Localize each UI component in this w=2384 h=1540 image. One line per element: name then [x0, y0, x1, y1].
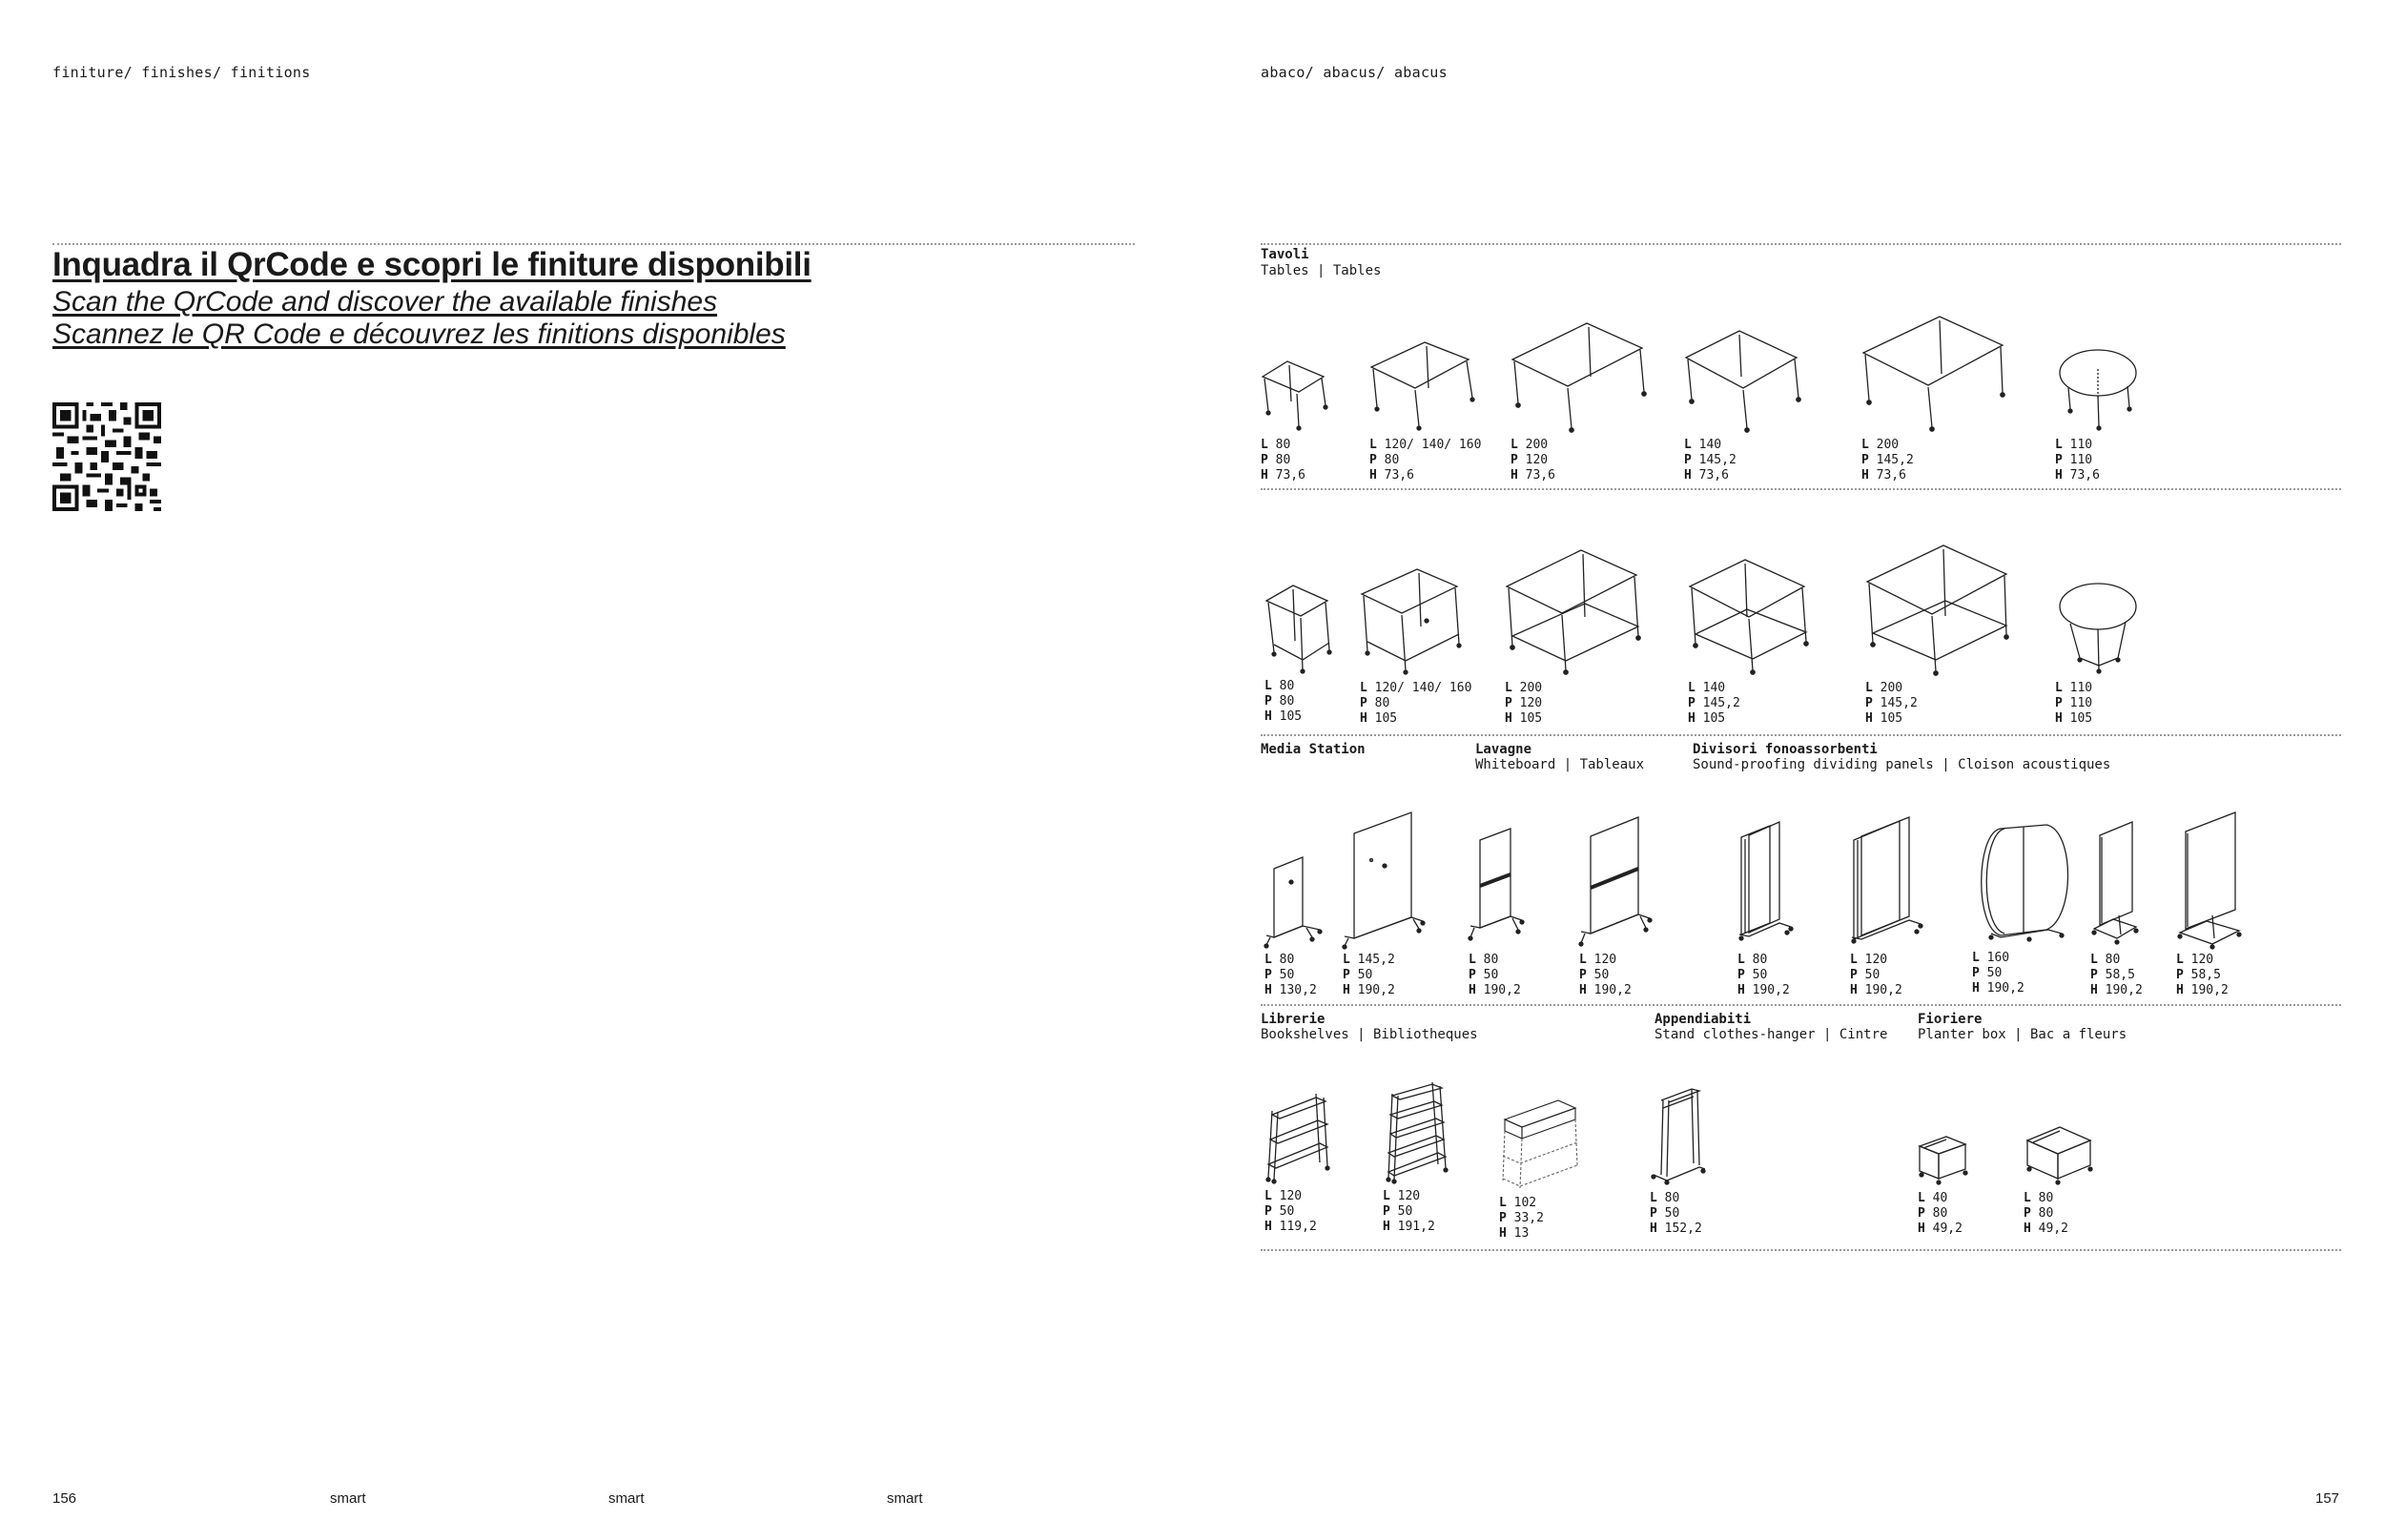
section-subtitle-lavagne: Whiteboard | Tableaux [1475, 757, 1645, 772]
left-breadcrumb: finiture/ finishes/ finitions [52, 64, 311, 81]
section-subtitle-tavoli: Tables | Tables [1261, 263, 1382, 278]
list-item[interactable]: L 120 P 50 H 190,2 [1579, 815, 1651, 998]
qr-code-icon[interactable] [52, 402, 161, 511]
wide-high-table-icon [1688, 558, 1807, 677]
section-title-appendiabiti: Appendiabiti [1654, 1012, 1752, 1027]
rectangular-table-icon [1369, 339, 1474, 434]
list-item[interactable]: L 200 P 145,2 H 105 [1865, 544, 2008, 727]
whiteboard-large-icon [1579, 815, 1651, 949]
section-subtitle-librerie: Bookshelves | Bibliotheques [1261, 1027, 1478, 1042]
brand-label: smart [887, 1490, 923, 1507]
list-item[interactable]: L 120 P 50 H 190,2 [1850, 815, 1922, 998]
acoustic-panel-small-icon [2090, 820, 2148, 949]
list-item[interactable]: L 80 P 50 H 152,2 [1650, 1087, 1707, 1237]
section-subtitle-divisori: Sound-proofing dividing panels | Cloison acoustiques [1693, 757, 2111, 772]
page-title-it: Inquadra il QrCode e scopri le finiture disponibili [52, 246, 812, 283]
section-subtitle-appendiabiti: Stand clothes-hanger | Cintre [1654, 1027, 1888, 1042]
wide-table-icon [1684, 329, 1798, 434]
list-item[interactable]: L 120/ 140/ 160 P 80 H 105 [1360, 567, 1471, 727]
page-number-right: 157 [2315, 1490, 2340, 1507]
double-panel-small-icon [1737, 820, 1795, 949]
list-item[interactable]: L 200 P 145,2 H 73,6 [1861, 315, 2004, 483]
list-item[interactable]: L 80 P 80 H 49,2 [2024, 1125, 2095, 1237]
round-table-icon [2055, 348, 2141, 434]
list-item[interactable]: L 80 P 50 H 130,2 [1264, 853, 1322, 998]
right-breadcrumb: abaco/ abacus/ abacus [1261, 64, 1448, 81]
list-item[interactable]: L 80 P 58,5 H 190,2 [2090, 820, 2148, 998]
list-item[interactable]: L 110 P 110 H 105 [2055, 582, 2141, 727]
list-item[interactable]: L 200 P 120 H 105 [1505, 548, 1638, 727]
small-high-table-icon [1264, 584, 1333, 675]
divider [1261, 1249, 2341, 1251]
large-high-table-icon [1505, 548, 1638, 677]
list-item[interactable]: L 80 P 80 H 73,6 [1261, 358, 1327, 483]
divider [1261, 734, 2341, 736]
list-item[interactable]: L 80 P 50 H 190,2 [1469, 825, 1526, 998]
brand-label: smart [330, 1490, 366, 1507]
large-rectangular-table-icon [1511, 319, 1644, 434]
divider [1261, 1004, 2341, 1006]
round-high-table-icon [2055, 582, 2141, 677]
extra-large-table-icon [1861, 315, 2004, 434]
page-title-fr: Scannez le QR Code e découvrez les finitions disponibles [52, 318, 786, 350]
page-number-left: 156 [52, 1490, 77, 1507]
media-station-small-icon [1264, 853, 1322, 949]
list-item[interactable]: L 80 P 80 H 105 [1264, 584, 1333, 725]
list-item[interactable]: L 200 P 120 H 73,6 [1511, 319, 1644, 483]
list-item[interactable]: L 110 P 110 H 73,6 [2055, 348, 2141, 483]
list-item[interactable]: L 120 P 50 H 191,2 [1383, 1080, 1451, 1235]
list-item[interactable]: L 140 P 145,2 H 73,6 [1684, 329, 1798, 483]
section-subtitle-fioriere: Planter box | Bac a fleurs [1918, 1027, 2127, 1042]
section-title-fioriere: Fioriere [1918, 1012, 1983, 1027]
page-title-en: Scan the QrCode and discover the available finishes [52, 286, 718, 318]
list-item[interactable]: L 120/ 140/ 160 P 80 H 73,6 [1369, 339, 1481, 483]
list-item[interactable]: L 40 P 80 H 49,2 [1918, 1135, 1975, 1237]
small-planter-icon [1918, 1135, 1975, 1187]
divider [1261, 243, 2341, 245]
small-square-table-icon [1261, 358, 1327, 434]
bookshelf-top-icon [1499, 1097, 1580, 1192]
clothes-hanger-icon [1650, 1087, 1707, 1187]
list-item[interactable]: L 120 P 58,5 H 190,2 [2176, 811, 2248, 998]
section-title-tavoli: Tavoli [1261, 247, 1309, 262]
section-title-librerie: Librerie [1261, 1012, 1326, 1027]
acoustic-panel-large-icon [2176, 811, 2248, 949]
section-title-divisori: Divisori fonoassorbenti [1693, 742, 1878, 757]
list-item[interactable]: L 140 P 145,2 H 105 [1688, 558, 1807, 727]
brand-label: smart [608, 1490, 645, 1507]
extra-large-high-table-icon [1865, 544, 2008, 677]
oval-panel-icon [1972, 823, 2082, 947]
low-bookshelf-icon [1264, 1090, 1333, 1185]
section-title-lavagne: Lavagne [1475, 742, 1532, 757]
list-item[interactable]: L 160 P 50 H 190,2 [1972, 823, 2082, 996]
section-title-media-station: Media Station [1261, 742, 1366, 757]
large-planter-icon [2024, 1125, 2095, 1187]
dim-label: L [1261, 438, 1268, 452]
double-panel-large-icon [1850, 815, 1922, 949]
list-item[interactable]: L 102 P 33,2 H 13 [1499, 1097, 1580, 1242]
high-rectangular-table-icon [1360, 567, 1460, 677]
tall-bookshelf-icon [1383, 1080, 1451, 1185]
whiteboard-small-icon [1469, 825, 1526, 949]
divider [1261, 488, 2341, 490]
list-item[interactable]: L 80 P 50 H 190,2 [1737, 820, 1795, 998]
list-item[interactable]: L 120 P 50 H 119,2 [1264, 1090, 1333, 1235]
list-item[interactable]: L 145,2 P 50 H 190,2 [1343, 811, 1424, 998]
divider [52, 243, 1135, 245]
media-station-large-icon [1343, 811, 1424, 949]
